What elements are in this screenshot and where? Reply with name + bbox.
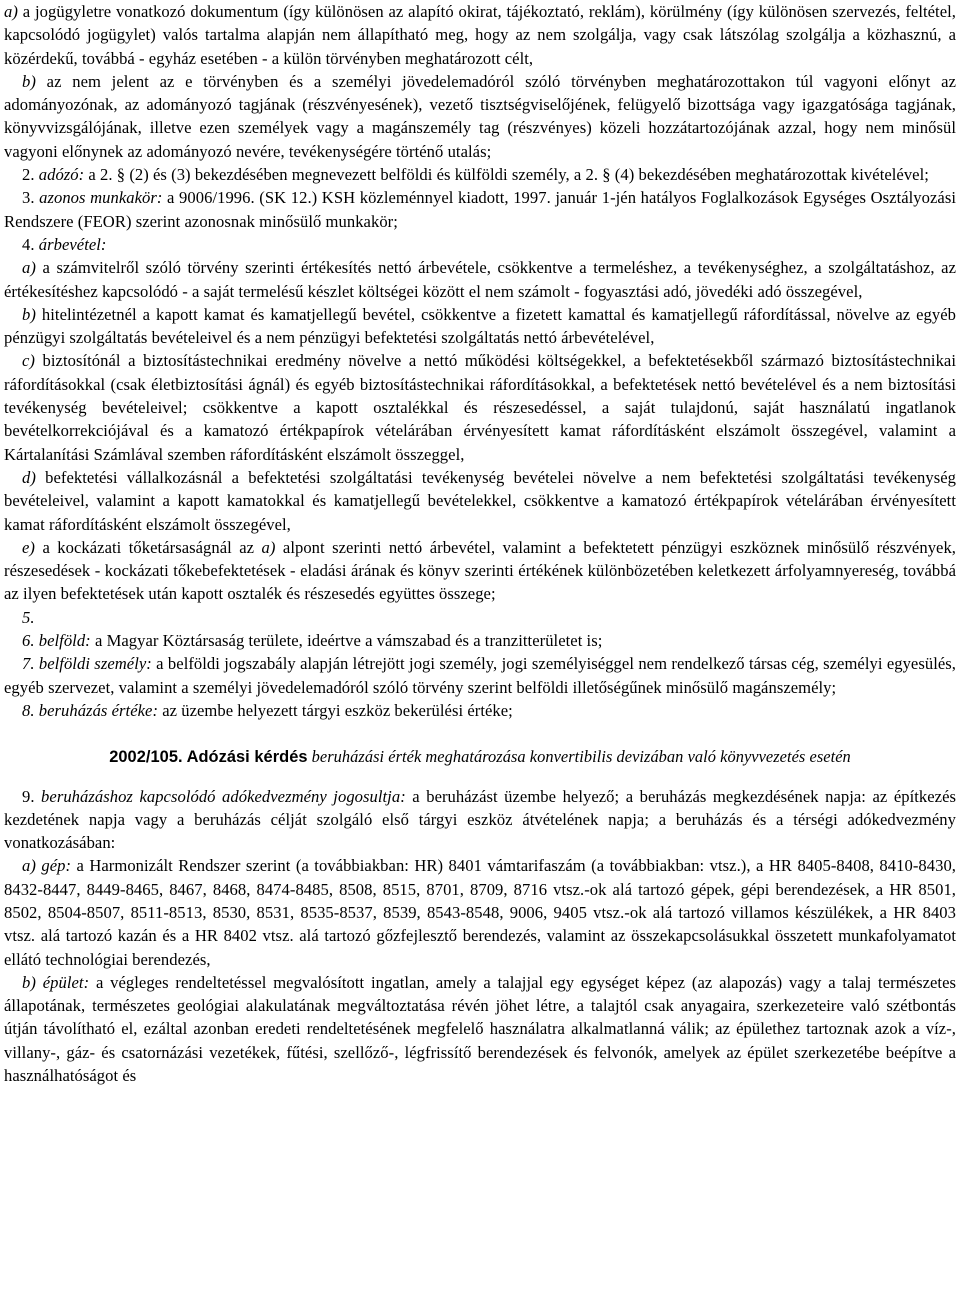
definition-4d [4, 466, 956, 536]
item-text: biztosítónál a biztosítástechnikai eredmény növelve a nettó működési költségekkel, a befektetésekből származó biztosítástechnikai ráfordításokkal (csak életbiztosítási ágnál) és egyéb biztosítástechnikai ráfordításokkal, a befektetések nettó bevételével és a nem biztosítási tevékenység bevételeivel; csökkentve a kapott osztalékkal és részesedéssel, a saját tulajdonú, saját használatú ingatlanok bevételkorrekciójával és a kamatozó értékpapírok vételárában érvényesített kamat ráfordításként elszámolt összegével, valamint a Kártalanítási Számlával szemben ráfordításként elszámolt összeggel, [4, 351, 956, 464]
definition-7-belfoldi-szemely [4, 652, 956, 699]
paragraph-b-condition [4, 70, 956, 163]
definition-number: 9. [22, 786, 35, 806]
definition-text: az üzembe helyezett tárgyi eszköz bekerülési értéke; [158, 700, 513, 720]
definition-number: 7. [22, 654, 35, 674]
definition-4c [4, 349, 956, 465]
item-label: c) [22, 351, 35, 371]
definition-8-beruhazas-erteke [4, 699, 956, 722]
item-label: a) [4, 2, 18, 21]
definition-6-belfold [4, 629, 956, 652]
item-text: a Harmonizált Rendszer szerint (a továbbiakban: HR) 8401 vámtarifaszám (a továbbiakban: vtsz.), a HR 8405-8408, 8410-8430, 8432-8447, 8449-8465, 8467, 8468, 8474-8485, 8508, 8515, 8701, 8709, 8716 vtsz.-ok alá tartozó gépek, gépi berendezések, a HR 8501, 8502, 8504-8507, 8511-8513, 8530, 8531, 8535-8537, 8539, 8543-8548, 9006, 9405 vtsz.-ok alá tartozó villamos készülékek, a HR 8403 vtsz. alá tartozó kazán és a HR 8402 vtsz. alá tartozó gőzfejlesztő berendezés, valamint az összekapcsolásukkal összetett munkafolyamatot ellátó technológiai berendezés, [4, 856, 956, 969]
definition-5 [4, 606, 956, 629]
definition-term: belföldi személy: [34, 654, 152, 674]
item-label: b) [22, 304, 36, 324]
item-label: a) [22, 258, 36, 278]
definition-4e [4, 536, 956, 606]
item-text: a végleges rendeltetéssel megvalósított ingatlan, amely a talajjal egy egységet képez (az alapozás) vagy a talaj természetes állapotának, természetes geológiai alakulatának megváltoztatása révén jöhet létre, a talajtól csak anyagaira, szerkezeteire való szétbontás útján távolítható el, ezáltal azonban eredeti rendeltetésének megfelelő használatra alkalmatlanná válik; az épülethez tartoznak azok a víz-, villany-, gáz- és csatornázási vezetékek, fűtési, szellőző-, légfrissítő berendezések és felvonók, amelyek az épület szerkezetébe beépítve a használhatóságot és [4, 972, 956, 1086]
heading-subtitle: beruházási érték meghatározása konvertibilis devizában való könyvvezetés esetén [307, 747, 851, 767]
definition-number: 8. [22, 700, 35, 720]
definition-text: a belföldi jogszabály alapján létrejött jogi személy, jogi személyiséggel nem rendelkező társas cég, személyi egyesülés, egyéb szervezet, valamint a személyi jövedelemadóról szóló törvény szerint belföldi illetőségűnek minősülő magánszemély; [4, 654, 956, 697]
definition-term: beruházás értéke: [34, 700, 159, 720]
paragraph-a-condition [4, 0, 956, 70]
definition-number: 6. [22, 631, 35, 651]
heading-title: 2002/105. Adózási kérdés [109, 748, 308, 767]
definition-2-adozo [4, 163, 956, 186]
definition-4-arbevetel [4, 233, 956, 256]
item-label: b) épület: [22, 972, 90, 992]
definition-term: árbevétel: [34, 234, 107, 254]
definition-term: azonos munkakör: [34, 188, 163, 208]
definition-number: 2. [22, 165, 35, 185]
definition-3-azonos-munkakor [4, 186, 956, 233]
definition-text: a 9006/1996. (SK 12.) KSH közleménnyel kiadott, 1997. január 1-jén hatályos Foglalkozások Egységes Osztályozási Rendszere (FEOR) szerint azonosnak minősülő munkakör; [4, 188, 956, 231]
item-label: e) [22, 537, 35, 557]
item-label: a) gép: [22, 856, 72, 876]
item-text: befektetési vállalkozásnál a befektetési szolgáltatási tevékenység bevételei növelve a nem befektetési szolgáltatási tevékenység bevételeivel, valamint a kapott kamatokkal és kamatjellegű bevételekkel, csökkentve a kamatozó értékpapírok vételárában érvényesített kamat ráfordításként elszámolt összegével, [4, 467, 956, 534]
item-text: alpont szerinti nettó árbevétel, valamint a befektetett pénzügyi eszköznek minősülő részvények, részesedések - kockázati tőkebefektetések - eladási árának és könyv szerinti értékének különbözetében keletkezett árfolyamnyereség, továbbá az ilyen befektetések után kapott osztalék és részesedés együttes összege; [4, 537, 956, 604]
item-reference: a) [261, 537, 276, 557]
definition-9b-epulet [4, 971, 956, 1087]
definition-term: beruházáshoz kapcsolódó adókedvezmény jogosultja: [34, 786, 406, 806]
item-label: b) [22, 71, 36, 91]
item-text: az nem jelent az e törvényben és a személyi jövedelemadóról szóló törvényben meghatározottakon túl vagyoni előnyt az adományozónak, az adományozó tagjának (részvényesének), vezető tisztségviselőjének, felügyelő bizottsága vagy igazgatósága tagjának, könyvvizsgálójának, illetve ezen személyek vagy a magánszemély tag (részvényes) közeli hozzátartozójának azzal, hogy nem minősül vagyoni előnynek az adományozó nevére, tevékenységére történő utalás; [4, 71, 956, 161]
item-text: a kockázati tőketársaságnál az [35, 537, 262, 557]
definition-term: adózó: [34, 165, 85, 185]
definition-term: belföld: [34, 631, 91, 651]
definition-text: a beruházást üzembe helyező; a beruházás megkezdésének napja: az építkezés kezdetének napja vagy a beruházás célját szolgáló első tárgyi eszköz átvételének napja; a beruházás és a térségi adókedvezmény vonatkozásában: [4, 786, 956, 853]
definition-text: a Magyar Köztársaság területe, ideértve a vámszabad és a tranzitterületet is; [90, 631, 603, 651]
item-text: a számvitelről szóló törvény szerinti értékesítés nettó árbevétele, csökkentve a termeléshez, a tevékenységhez, a szolgáltatáshoz, az értékesítéshez kapcsolódó - a saját termelésű készlet költségei között el nem számolt - fogyasztási adó, jövedéki adó összegével, [4, 258, 956, 301]
definition-number: 4. [22, 234, 35, 254]
item-text: hitelintézetnél a kapott kamat és kamatjellegű bevétel, csökkentve a fizetett kamattal és kamatjellegű ráfordítással, növelve az egyéb pénzügyi szolgáltatás bevételeivel és a nem pénzügyi befektetési szolgáltatás nettó árbevételével, [4, 304, 956, 348]
definition-4b [4, 303, 956, 350]
definition-text: a 2. § (2) és (3) bekezdésében megnevezett belföldi és külföldi személy, a 2. § (4) bekezdésében meghatározottak kivételével; [84, 165, 929, 185]
item-text: a jogügyletre vonatkozó dokumentum (így különösen az alapító okirat, tájékoztató, reklám), körülmény (így különösen szervezés, feltétel, kapcsolódó jogügylet) valós tartalma alapján nem állapítható meg, hogy az nem szolgálja, vagy csak látszólag szolgálja a közhasznú, a közérdekű, továbbá - egyház esetében - a külön törvényben meghatározott célt, [4, 2, 956, 68]
tax-question-heading [4, 745, 956, 769]
definition-number: 3. [22, 188, 35, 208]
definition-9a-gep [4, 854, 956, 970]
definition-9-beruhazas [4, 785, 956, 855]
item-label: d) [22, 467, 36, 487]
definition-4a [4, 256, 956, 303]
definition-number: 5. [22, 607, 35, 627]
